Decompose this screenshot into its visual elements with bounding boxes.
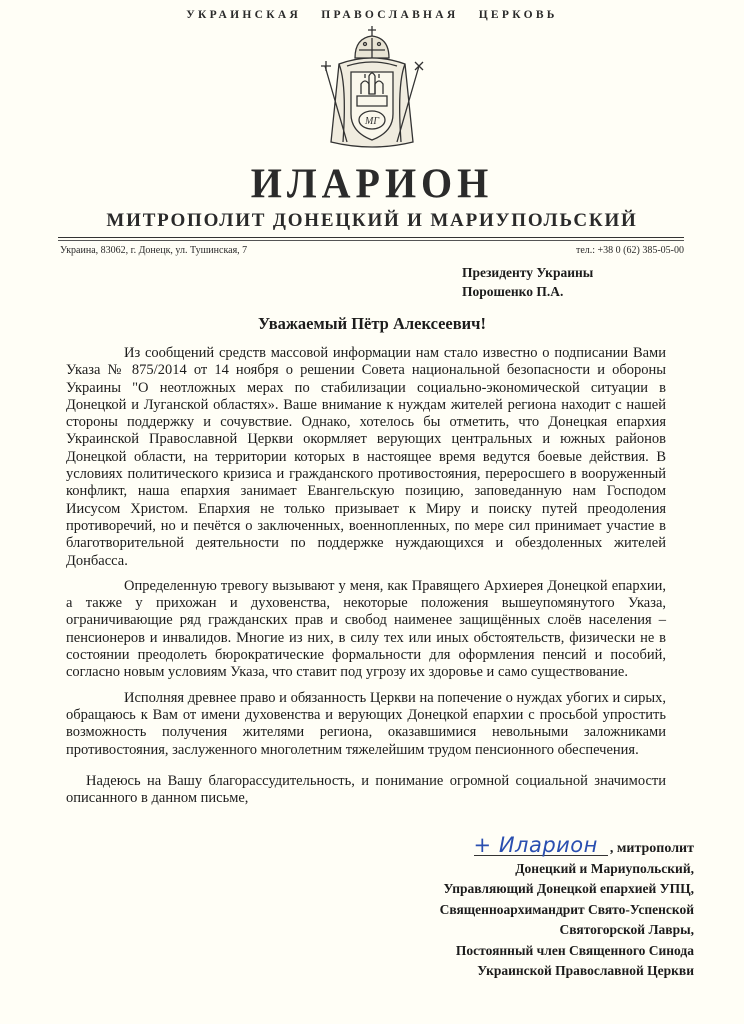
signature-line-1: Донецкий и Мариупольский,: [515, 861, 694, 876]
body-paragraph-1: Из сообщений средств массовой информации нам стало известно о подписании Вами Указа № 875/2014 от 14 ноября о решении Совета национальной безопасности и обороны Украины "О неотложных мерах по стабилизации социально-экономической ситуации в Донецкой и Луганской областях». Ваше внимание к нуждам жителей региона находит с нашей стороны поддержку и сочувствие. Однако, хотелось бы отметить, что Донецкая епархия Украинской Православной Церкви окормляет верующих центральных и южных районов Донецкой области, на территории которых в настоящее время ведутся боевые действия. В условиях политического кризиса и гражданского противостояния, переросшего в вооруженный конфликт, наша епархия занимает Евангельскую позицию, заповеданную нам Господом Иисусом Христом. Епархия не только призывает к Миру и поиску путей преодоления противоречий, но и печётся о заключенных, военнопленных, по мере сил принимает участие в благотворительной деятельности по поддержке нуждающихся и обездоленных жителей Донбасса.: [66, 345, 666, 569]
letter-body: [66, 345, 666, 815]
monogram-text: МГ: [364, 116, 380, 127]
signature-block: [440, 859, 694, 981]
recipient-line-2: Порошенко П.А.: [462, 284, 564, 299]
body-paragraph-3: Исполняя древнее право и обязанность Церкви на попечение о нуждах убогих и сирых, обращаюсь к Вам от имени духовенства и верующих Донецкой епархии с просьбой упростить возможность получения жителями региона, оказавшимися невольными заложниками противостояния, заслуженного многолетним тяжелейшим трудом пенсионного обеспечения.: [66, 689, 666, 758]
header-divider: [58, 237, 684, 238]
coat-of-arms-emblem: [317, 24, 427, 156]
recipient-block: [462, 263, 593, 301]
signature-line-6: Украинской Православной Церкви: [477, 963, 694, 979]
recipient-line-1: Президенту Украины: [462, 265, 594, 280]
body-paragraph-2: Определенную тревогу вызывают у меня, как Правящего Архиерея Донецкой епархии, а также у прихожан и духовенства, некоторые положения вышеупомянутого Указа, ограничивающие ряд гражданских прав и свобод наименее защищённых слоёв населения – пенсионеров и инвалидов. Многие из них, в силу тех или иных обстоятельств, физически не в состоянии преодолеть бюрократические формальности для оформления пенсий и пособий, согласно новым условиям Указа, что ставит под угрозу их здоровье и само существование.: [66, 577, 666, 681]
church-name-header: УКРАИНСКАЯ ПРАВОСЛАВНАЯ ЦЕРКОВЬ: [186, 9, 558, 21]
closing-paragraph: Надеюсь на Вашу благорассудительность, и понимание огромной социальной значимости описанного в данном письме,: [66, 772, 666, 807]
metropolitan-name: ИЛАРИОН: [250, 159, 494, 208]
salutation: Уважаемый Пётр Алексеевич!: [258, 314, 486, 333]
signature-line-2: Управляющий Донецкой епархией УПЦ,: [443, 881, 694, 897]
phone-line: тел.: +38 0 (62) 385-05-00: [575, 245, 684, 256]
signature-line: [0, 833, 694, 858]
header-divider-thin: [58, 240, 684, 241]
address-line: Украина, 83062, г. Донецк, ул. Тушинская, 7: [60, 245, 248, 256]
signature-title-start: , митрополит: [609, 841, 694, 856]
signature-line-3: Священноархимандрит Свято-Успенской: [439, 901, 694, 917]
signature-line-5: Постоянный член Священного Синода: [455, 942, 694, 958]
signature-line-4: Святогорской Лавры,: [559, 922, 694, 938]
handwritten-signature: + Иларион: [474, 836, 608, 856]
metropolitan-title: МИТРОПОЛИТ ДОНЕЦКИЙ И МАРИУПОЛЬСКИЙ: [106, 210, 638, 231]
